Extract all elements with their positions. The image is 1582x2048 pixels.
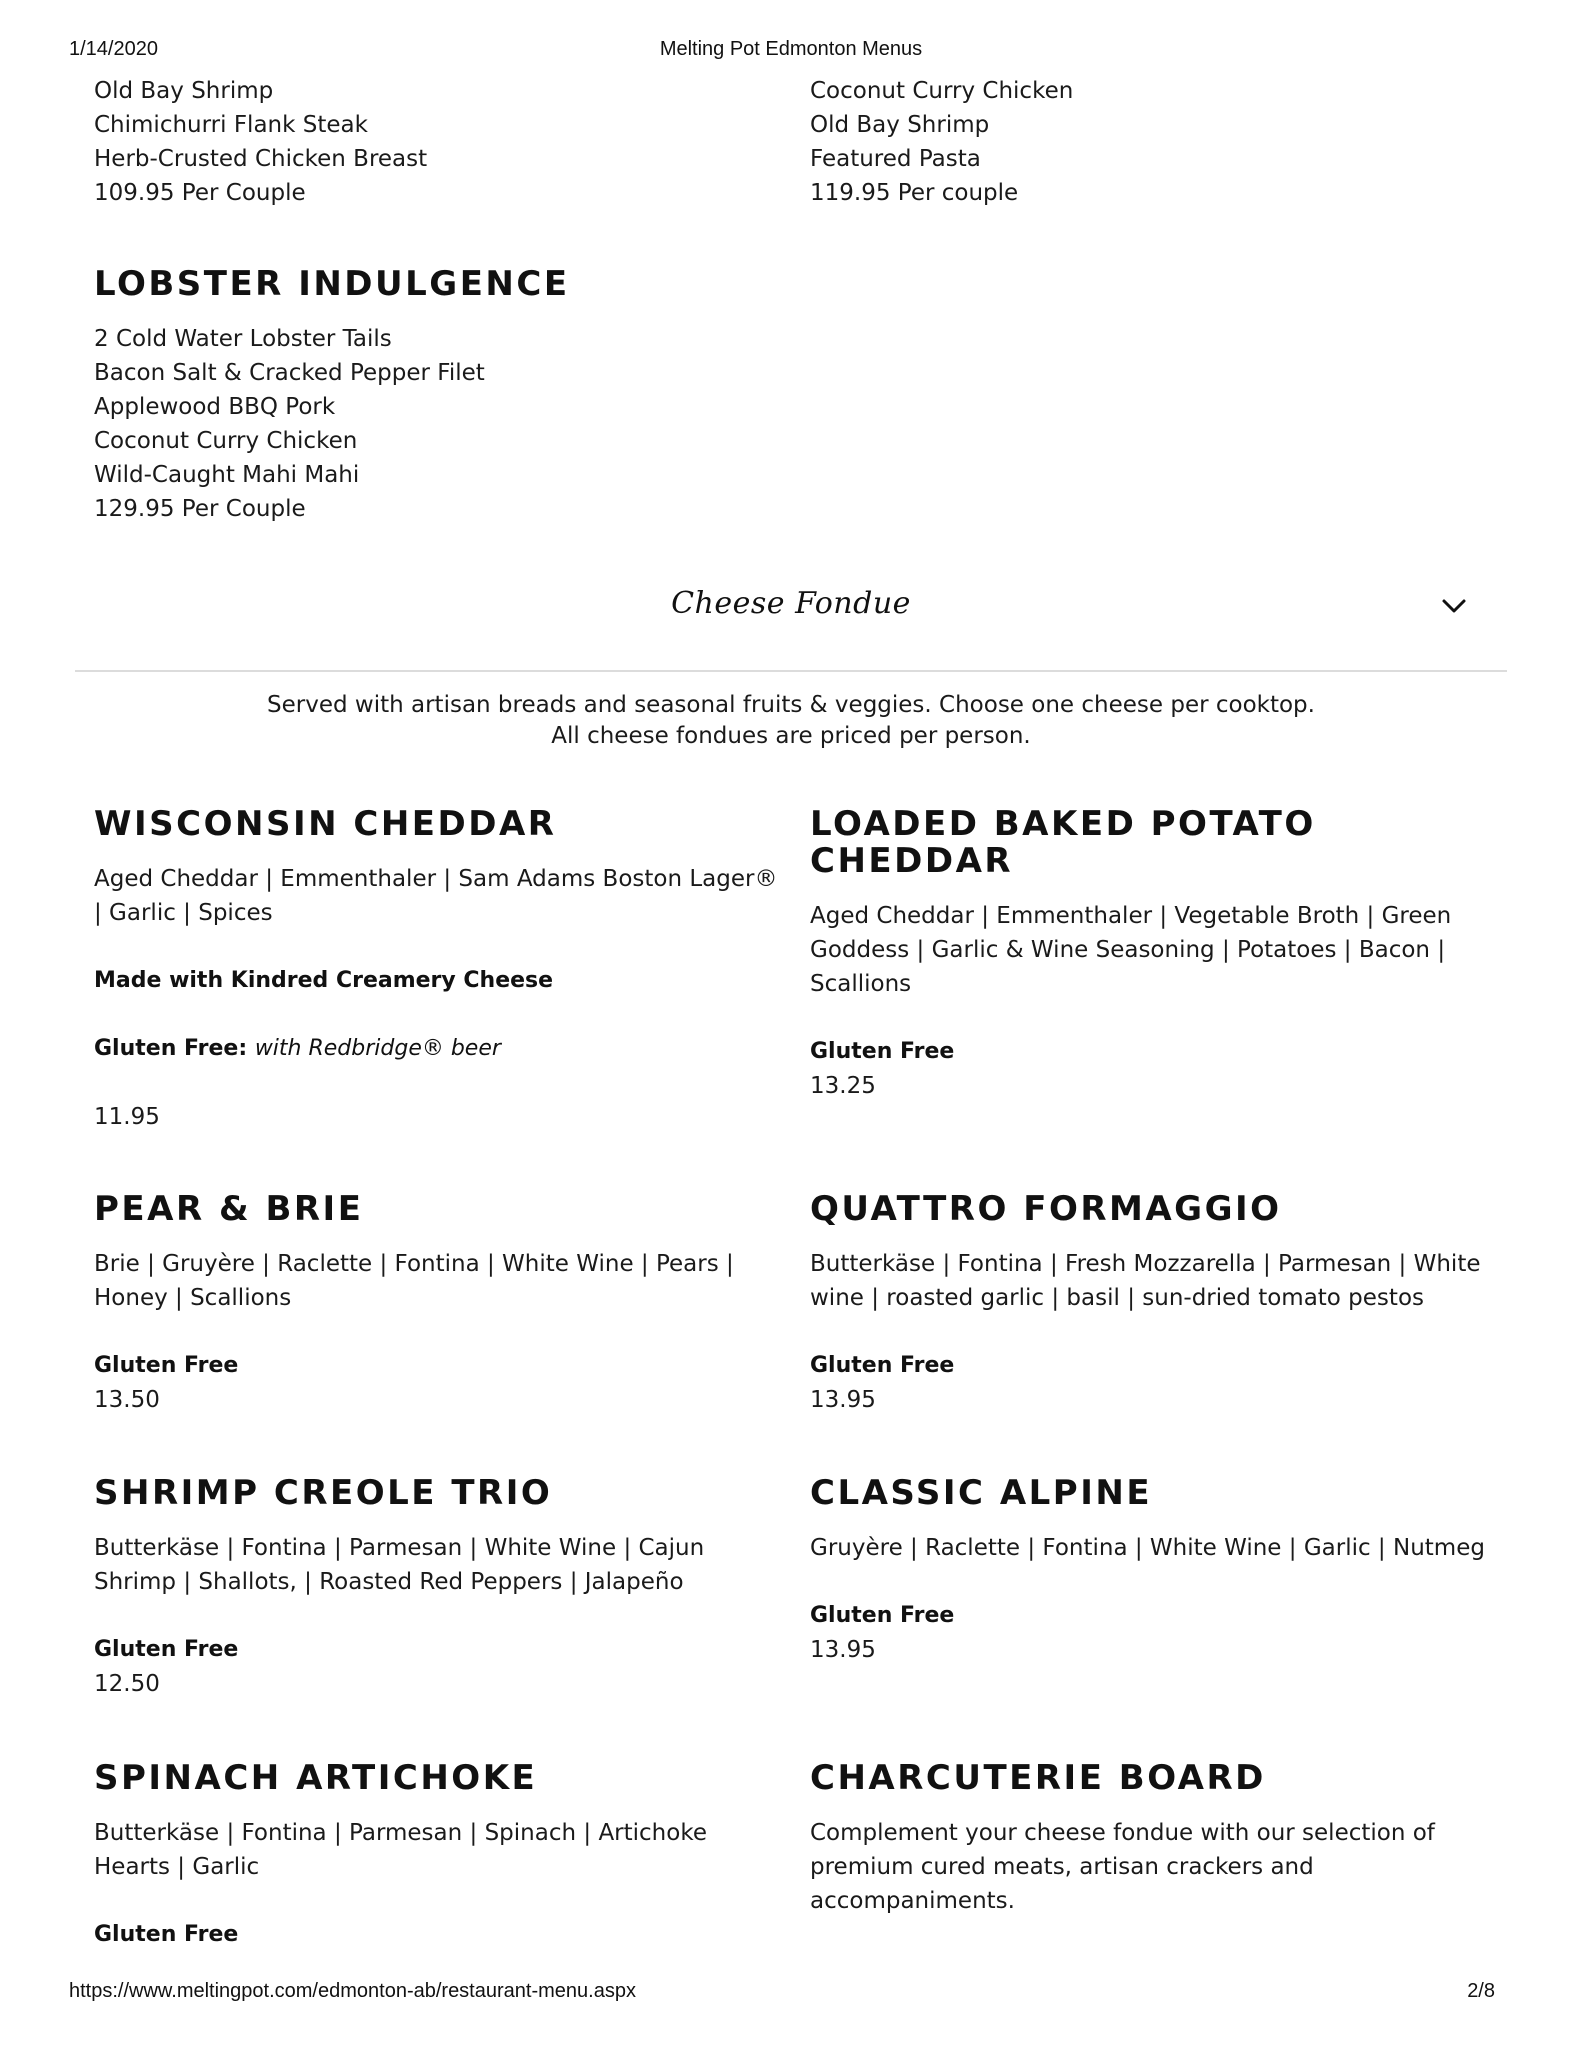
fondue-description: Brie | Gruyère | Raclette | Fontina | White Wine | Pears | Honey | Scallions bbox=[94, 1251, 734, 1311]
fondue-heading: LOADED BAKED POTATO CHEDDAR bbox=[810, 804, 1316, 881]
list-item: Featured Pasta bbox=[810, 146, 981, 172]
made-with-note: Made with Kindred Creamery Cheese bbox=[94, 968, 554, 993]
fondue-heading: CLASSIC ALPINE bbox=[810, 1473, 1153, 1513]
fondue-shrimp-creole-trio bbox=[94, 1475, 784, 1701]
fondue-price: 13.95 bbox=[810, 1387, 876, 1413]
top-right-list bbox=[810, 74, 1500, 210]
fondue-description: Aged Cheddar | Emmenthaler | Vegetable Broth | Green Goddess | Garlic & Wine Seasoning | Potatoes | Bacon | Scallions bbox=[810, 903, 1452, 997]
fondue-heading: WISCONSIN CHEDDAR bbox=[94, 804, 557, 844]
fondue-spinach-artichoke bbox=[94, 1760, 784, 1952]
fondue-description: Butterkäse | Fontina | Parmesan | Spinach | Artichoke Hearts | Garlic bbox=[94, 1820, 707, 1880]
fondue-loaded-baked-potato bbox=[810, 806, 1500, 1103]
list-item: 2 Cold Water Lobster Tails bbox=[94, 326, 392, 352]
charcuterie-board bbox=[810, 1760, 1500, 1918]
print-url: https://www.meltingpot.com/edmonton-ab/restaurant-menu.aspx bbox=[69, 1980, 636, 2002]
fondue-price: 13.50 bbox=[94, 1387, 160, 1413]
list-item: Coconut Curry Chicken bbox=[810, 78, 1074, 104]
fondue-wisconsin-cheddar bbox=[94, 806, 784, 1134]
fondue-description: Butterkäse | Fontina | Parmesan | White Wine | Cajun Shrimp | Shallots, | Roasted Red Peppers | Jalapeño bbox=[94, 1535, 705, 1595]
fondue-description: Gruyère | Raclette | Fontina | White Wine | Garlic | Nutmeg bbox=[810, 1535, 1485, 1561]
fondue-heading: PEAR & BRIE bbox=[94, 1189, 364, 1229]
fondue-quattro-formaggio bbox=[810, 1191, 1500, 1417]
gluten-free-label: Gluten Free bbox=[94, 1922, 239, 1947]
fondue-price: 11.95 bbox=[94, 1104, 160, 1130]
chevron-down-icon[interactable] bbox=[1440, 596, 1468, 616]
list-item: Old Bay Shrimp bbox=[94, 78, 274, 104]
intro-line: All cheese fondues are priced per person. bbox=[551, 723, 1031, 749]
cheese-intro bbox=[0, 690, 1582, 752]
fondue-price: 13.25 bbox=[810, 1073, 876, 1099]
print-footer bbox=[0, 1980, 1582, 2004]
gluten-free-detail: with Redbridge® beer bbox=[254, 1036, 501, 1061]
section-divider bbox=[75, 670, 1507, 672]
gluten-free-label: Gluten Free: bbox=[94, 1036, 248, 1061]
gluten-free-note bbox=[94, 1032, 784, 1066]
list-price: 119.95 Per couple bbox=[810, 180, 1019, 206]
list-item: Wild-Caught Mahi Mahi bbox=[94, 462, 360, 488]
fondue-classic-alpine bbox=[810, 1475, 1500, 1667]
print-date: 1/14/2020 bbox=[69, 38, 158, 60]
list-item: Chimichurri Flank Steak bbox=[94, 112, 368, 138]
list-item: Coconut Curry Chicken bbox=[94, 428, 358, 454]
list-item: Herb-Crusted Chicken Breast bbox=[94, 146, 428, 172]
gluten-free-label: Gluten Free bbox=[94, 1637, 239, 1662]
lobster-indulgence bbox=[94, 266, 784, 303]
fondue-pear-brie bbox=[94, 1191, 784, 1417]
fondue-heading: SPINACH ARTICHOKE bbox=[94, 1758, 538, 1798]
fondue-heading: SHRIMP CREOLE TRIO bbox=[94, 1473, 553, 1513]
top-left-list bbox=[94, 74, 784, 210]
lobster-heading: LOBSTER INDULGENCE bbox=[94, 264, 570, 304]
cheese-fondue-title[interactable]: Cheese Fondue bbox=[671, 586, 911, 621]
print-title: Melting Pot Edmonton Menus bbox=[659, 38, 923, 60]
fondue-heading: CHARCUTERIE BOARD bbox=[810, 1758, 1266, 1798]
fondue-description: Aged Cheddar | Emmenthaler | Sam Adams Boston Lager® | Garlic | Spices bbox=[94, 866, 778, 926]
gluten-free-label: Gluten Free bbox=[810, 1603, 955, 1628]
gluten-free-label: Gluten Free bbox=[810, 1039, 955, 1064]
fondue-description: Butterkäse | Fontina | Fresh Mozzarella | Parmesan | White wine | roasted garlic | basil | sun-dried tomato pestos bbox=[810, 1251, 1481, 1311]
gluten-free-label: Gluten Free bbox=[810, 1353, 955, 1378]
page-number: 2/8 bbox=[1467, 1980, 1495, 2002]
fondue-heading: QUATTRO FORMAGGIO bbox=[810, 1189, 1282, 1229]
print-header bbox=[0, 38, 1582, 62]
fondue-price: 12.50 bbox=[94, 1671, 160, 1697]
list-item: Applewood BBQ Pork bbox=[94, 394, 336, 420]
list-item: Bacon Salt & Cracked Pepper Filet bbox=[94, 360, 485, 386]
gluten-free-label: Gluten Free bbox=[94, 1353, 239, 1378]
charcuterie-description: Complement your cheese fondue with our selection of premium cured meats, artisan crackers and accompaniments. bbox=[810, 1820, 1435, 1914]
list-price: 129.95 Per Couple bbox=[94, 496, 306, 522]
list-item: Old Bay Shrimp bbox=[810, 112, 990, 138]
intro-line: Served with artisan breads and seasonal fruits & veggies. Choose one cheese per cooktop. bbox=[267, 692, 1315, 718]
list-price: 109.95 Per Couple bbox=[94, 180, 306, 206]
fondue-price: 13.95 bbox=[810, 1637, 876, 1663]
lobster-items bbox=[94, 322, 784, 526]
